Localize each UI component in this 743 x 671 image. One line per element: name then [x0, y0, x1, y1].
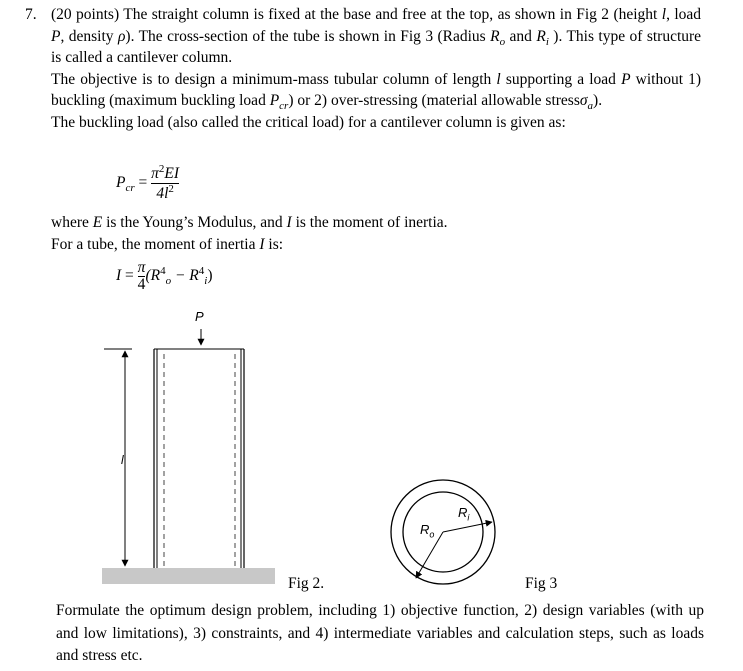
sub-a: a	[587, 100, 594, 113]
eq1-pi: π	[151, 165, 159, 182]
objective-text: supporting a load	[505, 70, 616, 88]
eq2-Ro: (R	[145, 267, 161, 285]
where-text: is the Young’s Modulus, and	[106, 214, 283, 231]
where-text: where	[51, 214, 89, 231]
eq2-sub-i: i	[204, 275, 208, 288]
eq2-lhs: I	[116, 267, 122, 285]
objective-text: ) or 2) over-stressing (material allowable	[288, 92, 542, 109]
fig3-cross-section	[391, 480, 495, 584]
objective-text: without 1) buckling (maximum buckling load	[51, 70, 702, 109]
sub-i: i	[545, 35, 549, 48]
tube-text: is:	[268, 235, 284, 253]
var-l: l	[661, 6, 667, 23]
fig2-caption: Fig 2.	[288, 575, 325, 592]
fig2-column	[102, 329, 275, 584]
fig2-load-label: P	[195, 309, 204, 324]
problem-number: 7.	[25, 6, 37, 23]
var-l: l	[496, 70, 501, 88]
objective-text: ).	[593, 92, 603, 109]
sub-o: o	[499, 35, 506, 48]
closing-paragraph: Formulate the optimum design problem, including 1) objective function, 2) design variables (with up and low limitations), 3) constraints, and 4) intermediate variables and calculation steps, such as loads and stress etc.	[56, 602, 704, 664]
eq2-four: 4	[137, 276, 146, 293]
fig3-ro-letter: R	[420, 522, 430, 537]
eq1-equals: =	[138, 174, 148, 192]
eq2-Ri: − R	[171, 267, 199, 285]
eq1-4l: 4l	[156, 185, 169, 202]
eq2-equals: =	[125, 267, 134, 285]
fig2-base	[102, 568, 275, 584]
intro-text: (height	[613, 6, 658, 23]
fig3-caption: Fig 3	[525, 575, 558, 592]
fig3-ro-sub: o	[429, 529, 435, 540]
var-R: R	[536, 27, 546, 45]
var-rho: ρ	[117, 27, 126, 45]
intro-text: ). This type of structure is called a cantilever column.	[51, 27, 702, 66]
eq1-EI: EI	[164, 165, 180, 182]
eq2-close: )	[207, 267, 213, 285]
fig3-ro-label	[420, 522, 435, 540]
intro-text: and	[509, 27, 532, 45]
eq1-exp: 2	[158, 162, 165, 175]
buckling-text: The buckling load (also called the critical load) for a cantilever column is given as:	[51, 113, 566, 131]
fig3-ri-letter: R	[458, 505, 468, 520]
tube-text: For a tube, the moment of inertia	[51, 235, 256, 253]
sub-cr: cr	[279, 100, 289, 113]
objective-text: stress	[545, 92, 580, 109]
eq1-den-exp: 2	[168, 182, 174, 195]
eq2-pi: π	[137, 259, 146, 276]
var-E: E	[92, 214, 103, 231]
where-text: is the moment of inertia.	[295, 214, 448, 231]
eq2-exp1: 4	[160, 264, 166, 277]
var-I: I	[286, 214, 292, 231]
fig3-ri-label	[458, 505, 470, 523]
intro-text: ). The cross-section of the tube is shown in Fig 3 (Radius	[125, 27, 486, 45]
objective-text: The objective is to design a minimum-mass tubular column of length	[51, 70, 492, 88]
eq2-sub-o: o	[165, 275, 172, 288]
points-label: (20 points)	[51, 6, 120, 23]
intro-text: , density	[60, 27, 114, 45]
intro-text: , load	[666, 6, 702, 23]
fig3-ri-sub: i	[467, 512, 470, 523]
eq1-lhs: P	[116, 174, 126, 192]
intro-lead: The straight column is fixed at the base and free at the top, as shown in Fig 2	[123, 6, 610, 23]
eq1-lhs-sub: cr	[125, 182, 135, 195]
var-P: P	[51, 27, 61, 45]
var-sigma: σ	[579, 92, 588, 109]
fig2-height-label: l	[121, 453, 124, 467]
var-I: I	[259, 235, 265, 253]
fig3-ri-arrow	[443, 522, 492, 532]
eq2-exp2: 4	[198, 264, 205, 277]
var-Pcr: P	[269, 92, 280, 109]
var-P: P	[621, 70, 631, 88]
var-R: R	[490, 27, 500, 45]
